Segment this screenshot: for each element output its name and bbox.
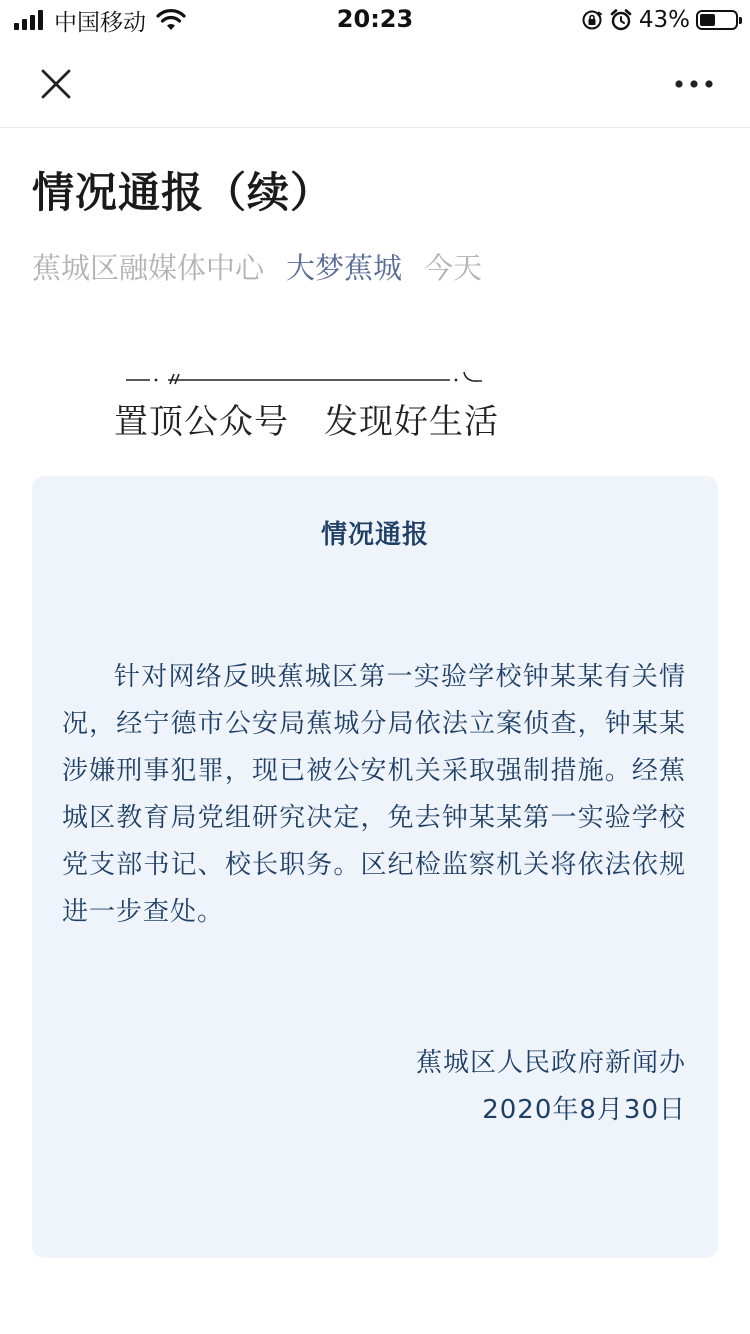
close-button[interactable] — [30, 58, 82, 110]
more-icon — [674, 79, 714, 89]
banner-text: 置顶公众号 发现好生活 — [114, 402, 499, 442]
pin-account-banner — [112, 368, 542, 442]
status-bar — [0, 0, 750, 40]
carrier-name: 中国移动 — [54, 9, 146, 36]
article-title: 情况通报（续） — [32, 168, 334, 217]
notice-title: 情况通报 — [320, 520, 429, 550]
article-date: 今天 — [424, 251, 483, 285]
battery-icon — [696, 10, 738, 30]
status-time: 20:23 — [336, 5, 414, 33]
orientation-lock-icon — [581, 9, 603, 31]
close-icon — [40, 68, 72, 100]
notice-card — [32, 476, 718, 1258]
alarm-icon — [609, 8, 633, 32]
status-bar-right — [581, 6, 738, 34]
article-meta — [32, 246, 482, 287]
banner-decoration — [112, 368, 542, 386]
article-author: 蕉城区融媒体中心 — [32, 251, 265, 285]
notice-signature: 蕉城区人民政府新闻办 — [415, 1048, 686, 1078]
notice-date: 2020年8月30日 — [482, 1095, 686, 1125]
notice-signature-block — [416, 1040, 686, 1134]
nav-bar — [0, 40, 750, 128]
more-button[interactable] — [664, 58, 724, 110]
notice-body: 针对网络反映蕉城区第一实验学校钟某某有关情况，经宁德市公安局蕉城分局依法立案侦查，钟某某涉嫌刑事犯罪，现已被公安机关采取强制措施。经蕉城区教育局党组研究决定，免去钟某某第一实验学校党支部书记、校长职务。区纪检监察机关将依法依规进一步查处。 — [62, 662, 686, 927]
account-link[interactable]: 大梦蕉城 — [286, 251, 403, 285]
battery-fill — [700, 14, 715, 26]
battery-percent: 43% — [638, 7, 690, 33]
